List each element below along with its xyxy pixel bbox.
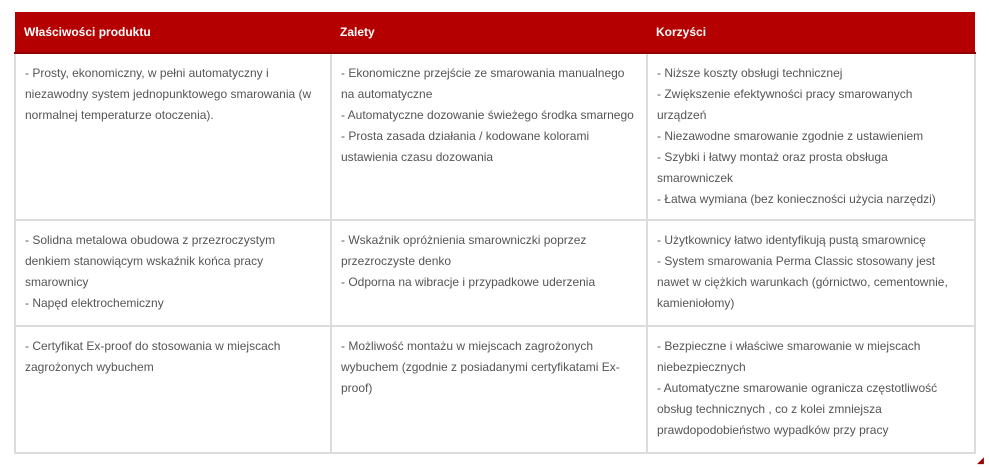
cell-line: - Odporna na wibracje i przypadkowe uderzenia — [341, 275, 596, 289]
product-features-table — [14, 12, 976, 454]
cell-line: - Prosty, ekonomiczny, w pełni automatyczny i niezawodny system jednopunktowego smarowania (w normalnej temperaturze otoczenia). — [25, 66, 312, 122]
cell-line: - Napęd elektrochemiczny — [25, 296, 164, 310]
table-cell-properties — [15, 220, 331, 326]
cell-line: - Niezawodne smarowanie zgodnie z ustawieniem — [657, 129, 924, 143]
cell-line: - Zwiększenie efektywności pracy smarowanych urządzeń — [657, 87, 913, 122]
table-cell-advantages — [331, 326, 647, 453]
cell-line: - Szybki i łatwy montaż oraz prosta obsługa smarowniczek — [657, 150, 888, 185]
resize-handle-icon[interactable]: ◢ — [977, 455, 984, 465]
cell-line: - Ekonomiczne przejście ze smarowania manualnego na automatyczne — [341, 66, 625, 101]
table-body — [15, 53, 975, 453]
table-cell-benefits — [647, 220, 975, 326]
table-row — [15, 53, 975, 220]
table-cell-properties — [15, 53, 331, 220]
table-row — [15, 220, 975, 326]
product-features-table-container — [14, 12, 974, 454]
cell-line: - Wskaźnik opróżnienia smarowniczki poprzez przezroczyste denko — [341, 233, 587, 268]
cell-line: - Możliwość montażu w miejscach zagrożonych wybuchem (zgodnie z posiadanymi certyfikatami Ex-proof) — [341, 339, 620, 395]
table-cell-advantages — [331, 220, 647, 326]
table-cell-benefits — [647, 326, 975, 453]
table-header — [15, 12, 975, 53]
header-advantages: Zalety — [331, 12, 647, 53]
header-product-properties: Właściwości produktu — [15, 12, 331, 53]
table-cell-advantages — [331, 53, 647, 220]
cell-line: - Niższe koszty obsługi technicznej — [657, 66, 843, 80]
cell-line: - Automatyczne smarowanie ogranicza częstotliwość obsług technicznych , co z kolei zmniejsza prawdopodobieństwo wypadków przy pracy — [657, 381, 938, 437]
cell-line: - Certyfikat Ex-proof do stosowania w miejscach zagrożonych wybuchem — [25, 339, 281, 374]
cell-line: - Automatyczne dozowanie świeżego środka smarnego — [341, 108, 634, 122]
cell-line: - Solidna metalowa obudowa z przezroczystym denkiem stanowiącym wskaźnik końca pracy smarownicy — [25, 233, 276, 289]
cell-line: - System smarowania Perma Classic stosowany jest nawet w ciężkich warunkach (górnictwo, cementownie, kamieniołomy) — [657, 254, 948, 310]
table-cell-benefits — [647, 53, 975, 220]
cell-line: - Prosta zasada działania / kodowane kolorami ustawienia czasu dozowania — [341, 129, 590, 164]
cell-line: - Łatwa wymiana (bez konieczności użycia narzędzi) — [657, 192, 936, 206]
cell-line: - Bezpieczne i właściwe smarowanie w miejscach niebezpiecznych — [657, 339, 921, 374]
cell-line: - Użytkownicy łatwo identyfikują pustą smarownicę — [657, 233, 926, 247]
header-benefits: Korzyści — [647, 12, 975, 53]
table-row — [15, 326, 975, 453]
table-cell-properties — [15, 326, 331, 453]
header-row — [15, 12, 975, 53]
